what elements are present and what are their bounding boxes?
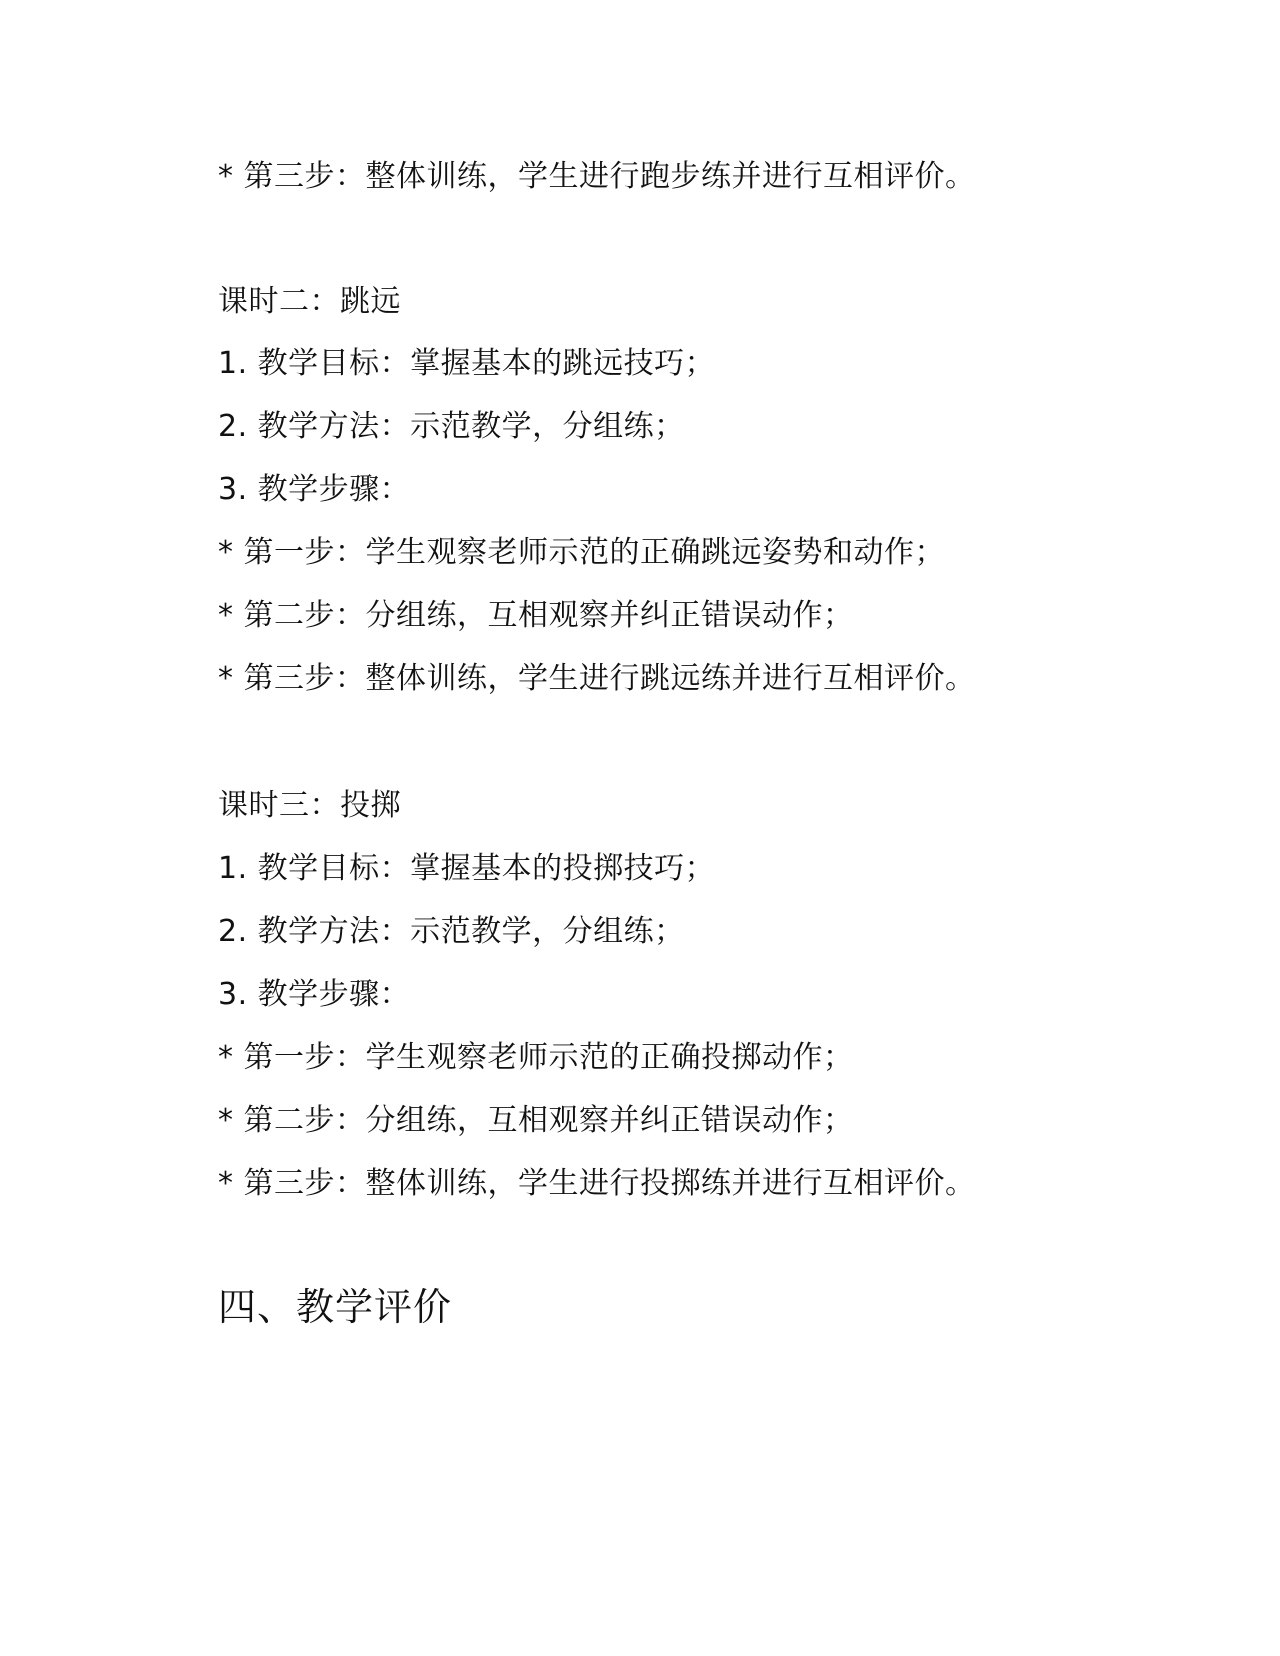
lesson-2-step-2: * 第二步：分组练，互相观察并纠正错误动作； bbox=[218, 598, 854, 633]
lesson-2-title: 课时二：跳远 bbox=[218, 284, 401, 319]
lesson-2-goal: 1. 教学目标：掌握基本的跳远技巧； bbox=[218, 346, 716, 381]
lesson-3-steps-label: 3. 教学步骤： bbox=[218, 977, 411, 1012]
lesson-3-goal: 1. 教学目标：掌握基本的投掷技巧； bbox=[218, 851, 716, 886]
lesson-3-step-1: * 第一步：学生观察老师示范的正确投掷动作； bbox=[218, 1040, 854, 1075]
lesson-3-step-2: * 第二步：分组练，互相观察并纠正错误动作； bbox=[218, 1103, 854, 1138]
lesson-3-method: 2. 教学方法：示范教学，分组练； bbox=[218, 914, 685, 949]
lesson-3-title: 课时三：投掷 bbox=[218, 788, 401, 823]
lesson-2-step-3: * 第三步：整体训练，学生进行跳远练并进行互相评价。 bbox=[218, 661, 976, 696]
lesson-2-step-1: * 第一步：学生观察老师示范的正确跳远姿势和动作； bbox=[218, 535, 946, 570]
section-heading-evaluation: 四、教学评价 bbox=[218, 1285, 453, 1329]
lesson-2-method: 2. 教学方法：示范教学，分组练； bbox=[218, 409, 685, 444]
lesson-3-step-3: * 第三步：整体训练，学生进行投掷练并进行互相评价。 bbox=[218, 1166, 976, 1201]
intro-step-text: * 第三步：整体训练，学生进行跑步练并进行互相评价。 bbox=[218, 159, 976, 194]
lesson-2-steps-label: 3. 教学步骤： bbox=[218, 472, 411, 507]
